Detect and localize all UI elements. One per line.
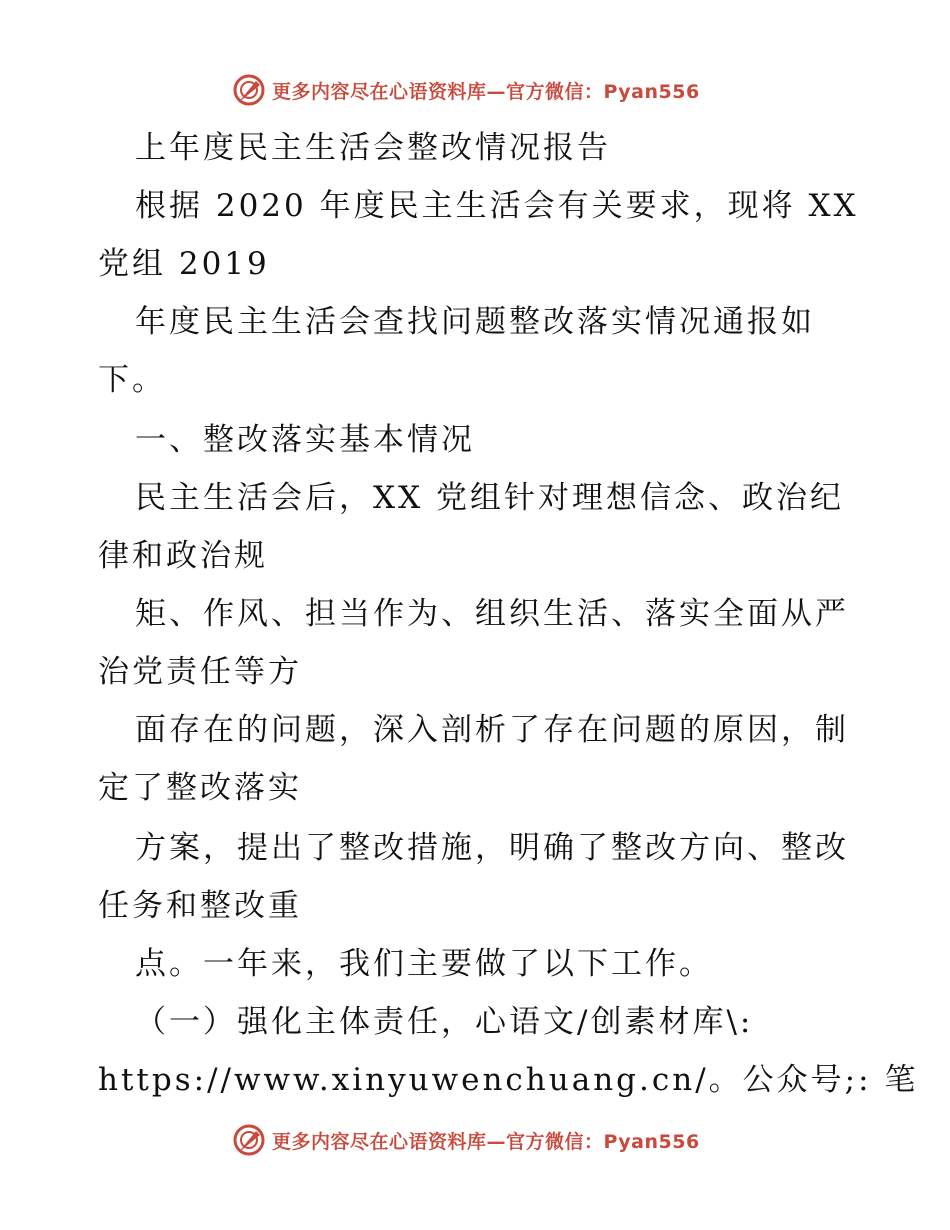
paragraph-line: 下。 — [98, 362, 166, 398]
paragraph-line: 点。一年来，我们主要做了以下工作。 — [135, 946, 713, 982]
section-heading: 一、整改落实基本情况 — [135, 422, 475, 458]
paragraph-line: 根据 2020 年度民主生活会有关要求，现将 XX — [135, 188, 859, 224]
pen-nib-logo-icon — [232, 73, 266, 107]
paragraph-line: 治党责任等方 — [98, 654, 302, 690]
paragraph-line: 年度民主生活会查找问题整改落实情况通报如 — [135, 304, 815, 340]
paragraph-line: https://www.xinyuwenchuang.cn/。公众号;: 笔 — [98, 1062, 919, 1098]
pen-nib-logo-icon — [232, 1123, 266, 1157]
paragraph-line: 任务和整改重 — [98, 888, 302, 924]
paragraph-line: 定了整改落实 — [98, 770, 302, 806]
paragraph-line: 矩、作风、担当作为、组织生活、落实全面从严 — [135, 596, 849, 632]
paragraph-line: 方案，提出了整改措施，明确了整改方向、整改 — [135, 830, 849, 866]
paragraph-line: 民主生活会后，XX 党组针对理想信念、政治纪 — [135, 480, 844, 516]
watermark-text: 更多内容尽在心语资料库—官方微信：Pyan556 — [272, 1130, 700, 1153]
watermark-text: 更多内容尽在心语资料库—官方微信：Pyan556 — [272, 80, 700, 103]
document-title: 上年度民主生活会整改情况报告 — [135, 130, 611, 166]
header-watermark — [232, 72, 700, 108]
paragraph-line: 律和政治规 — [98, 538, 268, 574]
subsection-heading: （一）强化主体责任，心语文/创素材库\: — [135, 1004, 754, 1040]
footer-watermark — [232, 1122, 700, 1158]
paragraph-line: 党组 2019 — [98, 246, 270, 282]
paragraph-line: 面存在的问题，深入剖析了存在问题的原因，制 — [135, 712, 849, 748]
